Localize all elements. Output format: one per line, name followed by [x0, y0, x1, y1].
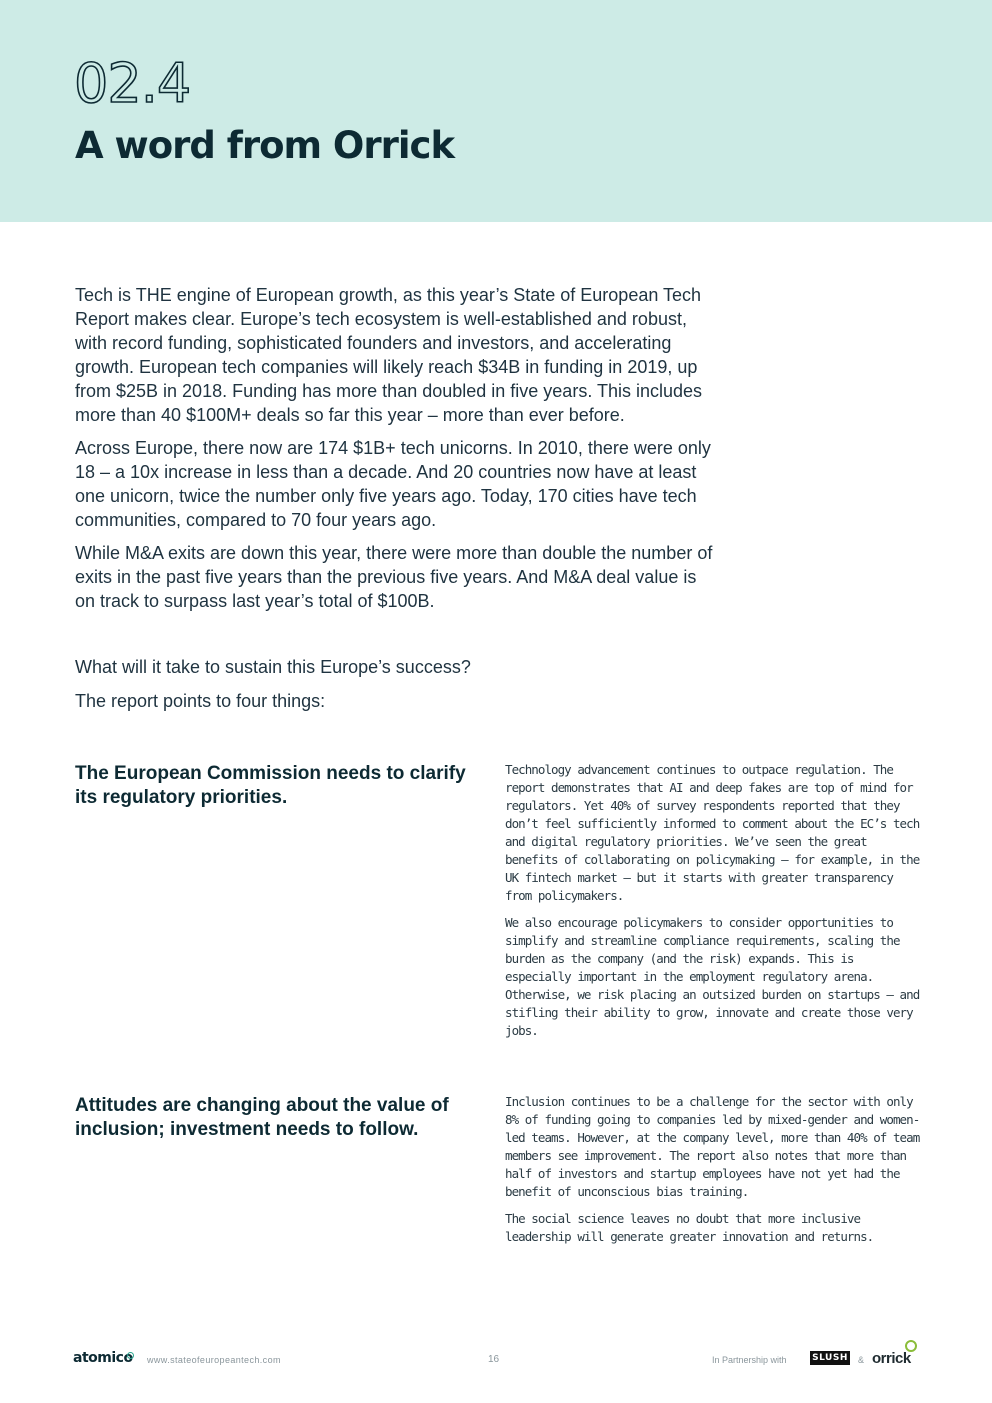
slush-logo: SLUSH [810, 1351, 850, 1365]
intro-paragraph: Tech is THE engine of European growth, as this year’s State of European Tech Report makes clear. Europe’s tech ecosystem is well-established and robust, with record funding, sophisticated founders and investors, and accelerating growth. European tech companies will likely reach $34B in funding in 2019, up from $25B in 2018. Funding has more than doubled in five years. This includes more than 40 $100M+ deals so far this year – more than ever before. [75, 285, 703, 425]
point-paragraph: The social science leaves no doubt that more inclusive leadership will generate greater innovation and returns. [505, 1211, 874, 1244]
page-footer [0, 1336, 992, 1376]
intro-paragraph: While M&A exits are down this year, there were more than double the number of exits in the past five years than the previous five years. And M&A deal value is on track to surpass last year’s total of $100B. [75, 543, 713, 611]
question-lead: The report points to four things: [75, 691, 326, 711]
point-paragraph: Technology advancement continues to outpace regulation. The report demonstrates that AI and deep fakes are top of mind for regulators. Yet 40% of survey respondents reported that they don’t feel sufficiently informed to comment about the EC’s tech and digital regulatory priorities. We’ve seen the great benefits of collaborating on policymaking – for example, in the UK fintech market – but it starts with greater transparency from policymakers. [505, 762, 920, 903]
intro-text [75, 283, 715, 622]
point-heading-regulation: The European Commission needs to clarify its regulatory priorities. [75, 763, 466, 808]
atomico-dot-icon [127, 1352, 134, 1359]
orrick-logo: orrick [872, 1350, 911, 1367]
footer-url-link[interactable]: www.stateofeuropeantech.com [147, 1355, 281, 1365]
point-heading-inclusion: Attitudes are changing about the value of inclusion; investment needs to follow. [75, 1095, 449, 1140]
ampersand: & [858, 1355, 865, 1365]
page-title: A word from Orrick [75, 124, 455, 167]
point-body-inclusion [505, 1093, 921, 1255]
section-number: 02.4 [74, 52, 191, 115]
point-paragraph: We also encourage policymakers to consider opportunities to simplify and streamline compliance requirements, scaling the burden as the company (and the risk) expands. This is especially important in the employment regulatory arena. Otherwise, we risk placing an outsized burden on startups – and stifling their ability to grow, innovate and create those very jobs. [505, 915, 920, 1038]
orrick-ring-icon [905, 1340, 917, 1352]
point-body-regulation [505, 761, 921, 1049]
question-text: What will it take to sustain this Europe’s success? [75, 657, 471, 677]
partner-label: In Partnership with [712, 1355, 787, 1365]
intro-paragraph: Across Europe, there now are 174 $1B+ tech unicorns. In 2010, there were only 18 – a 10x increase in less than a decade. And 20 countries now have at least one unicorn, twice the number only five years ago. Today, 170 cities have tech communities, compared to 70 four years ago. [75, 438, 711, 530]
header-band [0, 0, 992, 222]
point-paragraph: Inclusion continues to be a challenge for the sector with only 8% of funding going to companies led by mixed-gender and women-led teams. However, at the company level, more than 40% of team members see improvement. The report also notes that more than half of investors and startup employees have not yet had the benefit of unconscious bias training. [505, 1094, 920, 1199]
atomico-logo[interactable]: atomico [73, 1350, 133, 1366]
page-number: 16 [488, 1354, 500, 1365]
